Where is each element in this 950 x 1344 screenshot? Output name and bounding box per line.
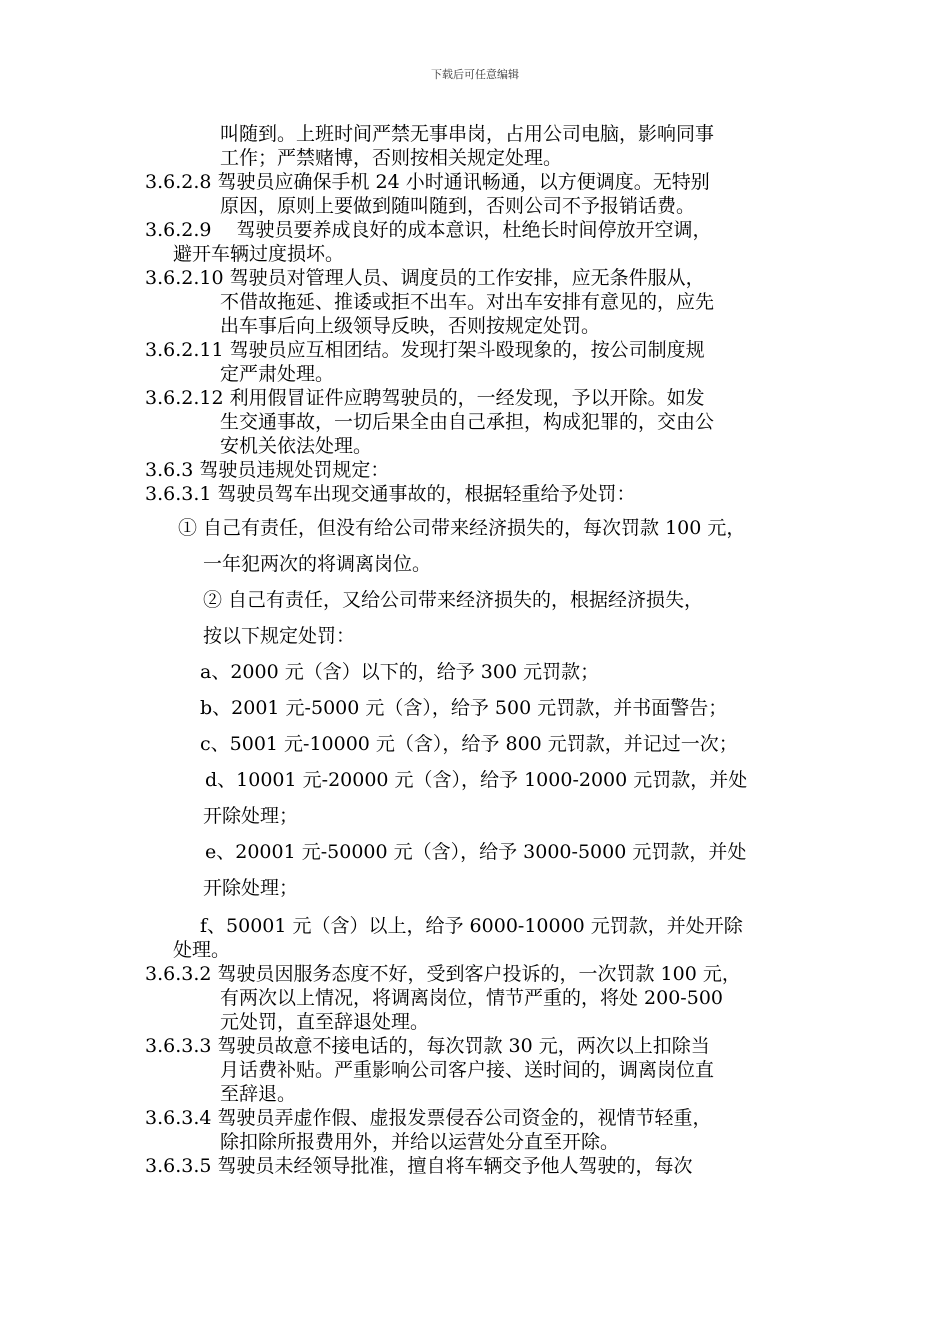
- text-line: 3.6.3 驾驶员违规处罚规定：: [145, 459, 390, 481]
- text-line: 按以下规定处罚：: [203, 625, 356, 647]
- text-line: 除扣除所报费用外，并给以运营处分直至开除。: [220, 1131, 620, 1153]
- text-line: d、10001 元-20000 元（含），给予 1000-2000 元罚款，并处: [205, 769, 748, 791]
- text-line: 3.6.3.4 驾驶员弄虚作假、虚报发票侵吞公司资金的，视情节轻重，: [145, 1107, 712, 1129]
- text-line: e、20001 元-50000 元（含），给予 3000-5000 元罚款，并处: [205, 841, 747, 863]
- text-line: 元处罚，直至辞退处理。: [220, 1011, 430, 1033]
- text-line: 3.6.2.12 利用假冒证件应聘驾驶员的，一经发现，予以开除。如发: [145, 387, 705, 409]
- text-line: 工作；严禁赌博，否则按相关规定处理。: [220, 147, 563, 169]
- text-line: 开除处理；: [203, 805, 299, 827]
- text-line: f、50001 元（含）以上，给予 6000-10000 元罚款，并处开除: [200, 915, 743, 937]
- text-line: 出车事后向上级领导反映，否则按规定处罚。: [220, 315, 601, 337]
- text-line: 3.6.2.9 驾驶员要养成良好的成本意识，杜绝长时间停放开空调，: [145, 219, 712, 241]
- text-line: 3.6.3.3 驾驶员故意不接电话的，每次罚款 30 元，两次以上扣除当: [145, 1035, 710, 1057]
- text-line: 3.6.2.8 驾驶员应确保手机 24 小时通讯畅通，以方便调度。无特别: [145, 171, 710, 193]
- text-line: 3.6.2.11 驾驶员应互相团结。发现打架斗殴现象的，按公司制度规: [145, 339, 705, 361]
- text-line: ② 自己有责任，又给公司带来经济损失的，根据经济损失，: [203, 589, 704, 611]
- text-line: 至辞退。: [220, 1083, 297, 1105]
- text-line: 3.6.3.1 驾驶员驾车出现交通事故的，根据轻重给予处罚：: [145, 483, 636, 505]
- text-line: 定严肃处理。: [220, 363, 335, 385]
- text-line: c、5001 元-10000 元（含），给予 800 元罚款，并记过一次；: [200, 733, 738, 755]
- document-body: [145, 122, 835, 1178]
- text-line: 生交通事故，一切后果全由自己承担，构成犯罪的，交由公: [220, 411, 715, 433]
- text-line: 叫随到。上班时间严禁无事串岗，占用公司电脑，影响同事: [220, 123, 715, 145]
- text-line: 一年犯两次的将调离岗位。: [203, 553, 432, 575]
- text-line: 开除处理；: [203, 877, 299, 899]
- text-line: 3.6.2.10 驾驶员对管理人员、调度员的工作安排，应无条件服从，: [145, 267, 705, 289]
- text-line: b、2001 元-5000 元（含），给予 500 元罚款，并书面警告；: [200, 697, 728, 719]
- text-line: 3.6.3.2 驾驶员因服务态度不好，受到客户投诉的，一次罚款 100 元，: [145, 963, 741, 985]
- text-line: 有两次以上情况，将调离岗位，情节严重的，将处 200-500: [220, 987, 723, 1009]
- text-line: a、2000 元（含）以下的，给予 300 元罚款；: [200, 661, 600, 683]
- text-line: 处理。: [173, 939, 231, 961]
- text-line: 3.6.3.5 驾驶员未经领导批准，擅自将车辆交予他人驾驶的，每次: [145, 1155, 693, 1177]
- text-line: 月话费补贴。严重影响公司客户接、送时间的，调离岗位直: [220, 1059, 715, 1081]
- text-line: 避开车辆过度损坏。: [173, 243, 345, 265]
- text-line: ① 自己有责任，但没有给公司带来经济损失的，每次罚款 100 元，: [178, 517, 746, 539]
- text-line: 原因，原则上要做到随叫随到，否则公司不予报销话费。: [220, 195, 696, 217]
- page-header: 下载后可任意编辑: [431, 68, 519, 81]
- text-line: 不借故拖延、推诿或拒不出车。对出车安排有意见的，应先: [220, 291, 715, 313]
- text-line: 安机关依法处理。: [220, 435, 373, 457]
